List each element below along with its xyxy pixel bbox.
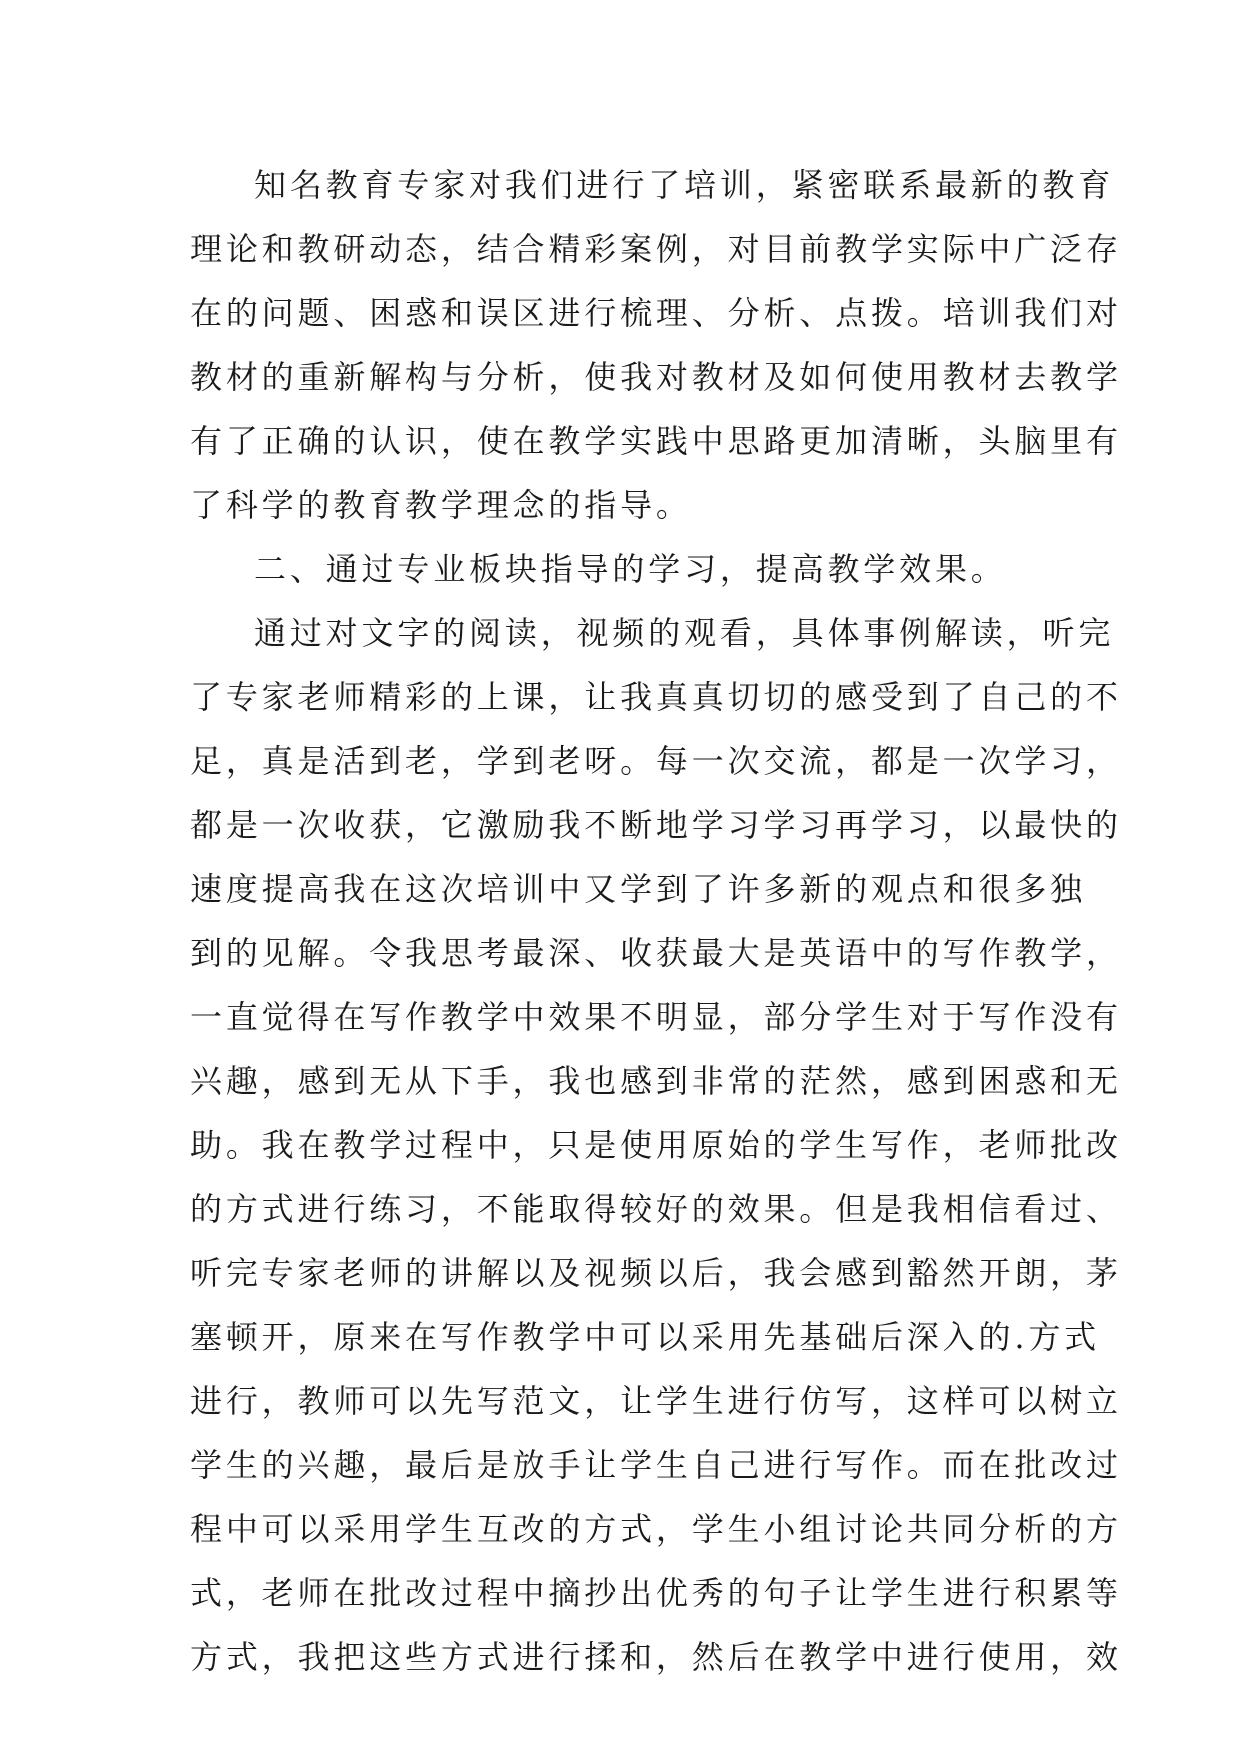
text-line: 学生的兴趣，最后是放手让学生自己进行写作。而在批改过 [190, 1446, 1122, 1484]
text-line: 一直觉得在写作教学中效果不明显，部分学生对于写作没有 [190, 998, 1122, 1036]
text-line: 了专家老师精彩的上课，让我真真切切的感受到了自己的不 [190, 678, 1122, 716]
text-line: 有了正确的认识，使在教学实践中思路更加清晰，头脑里有 [190, 422, 1122, 460]
text-line: 进行，教师可以先写范文，让学生进行仿写，这样可以树立 [190, 1382, 1122, 1420]
text-line: 到的见解。令我思考最深、收获最大是英语中的写作教学， [190, 934, 1122, 972]
text-line: 教材的重新解构与分析，使我对教材及如何使用教材去教学 [190, 358, 1122, 396]
text-line: 了科学的教育教学理念的指导。 [190, 486, 692, 524]
text-line: 足，真是活到老，学到老呀。每一次交流，都是一次学习， [190, 742, 1122, 780]
text-line: 方式，我把这些方式进行揉和，然后在教学中进行使用，效 [190, 1638, 1122, 1676]
text-line: 兴趣，感到无从下手，我也感到非常的茫然，感到困惑和无 [190, 1062, 1122, 1100]
text-line: 二、通过专业板块指导的学习，提高教学效果。 [254, 550, 1007, 588]
text-line: 通过对文字的阅读，视频的观看，具体事例解读，听完 [254, 614, 1115, 652]
text-line: 的方式进行练习，不能取得较好的效果。但是我相信看过、 [190, 1190, 1122, 1228]
text-line: 助。我在教学过程中，只是使用原始的学生写作，老师批改 [190, 1126, 1122, 1164]
text-line: 知名教育专家对我们进行了培训，紧密联系最新的教育 [254, 166, 1115, 204]
text-line: 式，老师在批改过程中摘抄出优秀的句子让学生进行积累等 [190, 1574, 1122, 1612]
body-text [190, 153, 1122, 1689]
text-line: 理论和教研动态，结合精彩案例，对目前教学实际中广泛存 [190, 230, 1122, 268]
text-line: 程中可以采用学生互改的方式，学生小组讨论共同分析的方 [190, 1510, 1122, 1548]
text-line: 速度提高我在这次培训中又学到了许多新的观点和很多独 [190, 870, 1087, 908]
text-line: 都是一次收获，它激励我不断地学习学习再学习，以最快的 [190, 806, 1122, 844]
text-line: 塞顿开，原来在写作教学中可以采用先基础后深入的.方式 [190, 1318, 1101, 1356]
text-line: 听完专家老师的讲解以及视频以后，我会感到豁然开朗，茅 [190, 1254, 1122, 1292]
text-line: 在的问题、困惑和误区进行梳理、分析、点拨。培训我们对 [190, 294, 1122, 332]
